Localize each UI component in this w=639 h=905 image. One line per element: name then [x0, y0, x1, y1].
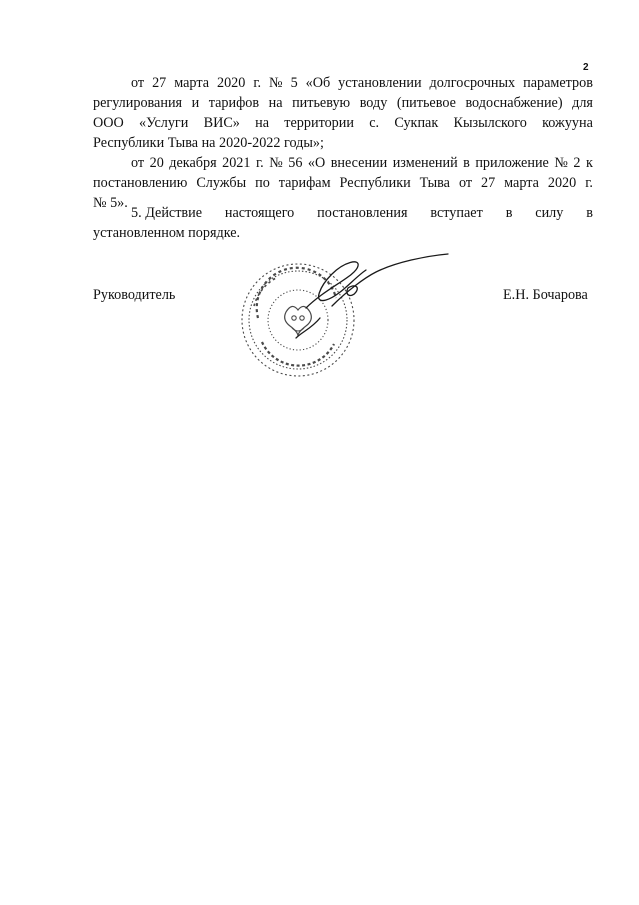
page-number: 2 [583, 62, 589, 73]
word: 27 [481, 175, 496, 191]
word: изменений [392, 155, 458, 171]
word: для [572, 95, 593, 111]
word: ВИС» [203, 115, 240, 131]
seal-outer-ring [242, 264, 354, 376]
word: воду [359, 95, 388, 111]
word: «О [307, 155, 326, 171]
word: Кызылского [453, 115, 527, 131]
word: «Услуги [139, 115, 189, 131]
signatory-name: Е.Н. Бочарова [503, 287, 588, 303]
word: настоящего [224, 205, 295, 221]
word: 56 [288, 155, 303, 171]
word: установлении [338, 75, 422, 91]
word: «Об [305, 75, 331, 91]
word: водоснабжение) [465, 95, 563, 111]
paragraph-1-line-4: Республики Тыва на 2020-2022 годы»; [93, 135, 324, 151]
word: Службы [196, 175, 247, 191]
word: 2 [573, 155, 581, 171]
word: марта [504, 175, 539, 191]
handwritten-signature [296, 254, 448, 338]
word: (питьевое [396, 95, 456, 111]
word: кожууна [542, 115, 593, 131]
word: по [255, 175, 270, 191]
word: Сукпак [394, 115, 439, 131]
word: 2021 [222, 155, 251, 171]
word: вступает [430, 205, 483, 221]
paragraph-2-line-3: № 5». [93, 195, 128, 211]
paragraph-3-line-1 [131, 203, 593, 223]
word: параметров [523, 75, 593, 91]
word: Республики [339, 175, 411, 191]
word: постановления [317, 205, 408, 221]
word: питьевую [292, 95, 351, 111]
word: г. [255, 155, 264, 171]
word: тарифам [278, 175, 331, 191]
word: г. [253, 75, 262, 91]
seal-emblem [285, 306, 312, 336]
word: № [554, 155, 568, 171]
word: 5 [290, 75, 298, 91]
word: тарифов [208, 95, 260, 111]
seal-inner-ring [249, 271, 347, 369]
word: 20 [149, 155, 164, 171]
paragraph-2-line-1 [131, 153, 593, 173]
word: декабря [169, 155, 217, 171]
word: от [131, 75, 145, 91]
word: 5. Действие [131, 205, 203, 221]
word: 2020 [547, 175, 577, 191]
word: и [191, 95, 200, 111]
paragraph-2-line-2 [93, 173, 593, 193]
word: внесении [330, 155, 388, 171]
word: на [255, 115, 270, 131]
word: от [131, 155, 145, 171]
signatory-position: Руководитель [93, 287, 176, 303]
paragraph-1-line-3 [93, 113, 593, 133]
word: регулирования [93, 95, 183, 111]
word: с. [369, 115, 380, 131]
word: силу [535, 205, 564, 221]
word: ООО [93, 115, 124, 131]
word: № [269, 75, 283, 91]
word: приложение [475, 155, 549, 171]
word: долгосрочных [429, 75, 516, 91]
word: от [458, 175, 473, 191]
word: г. [585, 175, 593, 191]
official-seal-and-signature [236, 248, 451, 388]
word: в [505, 205, 513, 221]
word: 27 [152, 75, 167, 91]
paragraph-3-line-2: установленном порядке. [93, 225, 241, 241]
word: территории [284, 115, 354, 131]
paragraph-1-line-2 [93, 93, 593, 113]
word: постановлению [93, 175, 188, 191]
word: на [268, 95, 283, 111]
word: в [586, 205, 593, 221]
word: Тыва [419, 175, 450, 191]
word: № [269, 155, 283, 171]
word: к [585, 155, 593, 171]
word: 2020 [216, 75, 246, 91]
word: в [463, 155, 470, 171]
word: марта [174, 75, 209, 91]
paragraph-1-line-1 [131, 73, 593, 93]
